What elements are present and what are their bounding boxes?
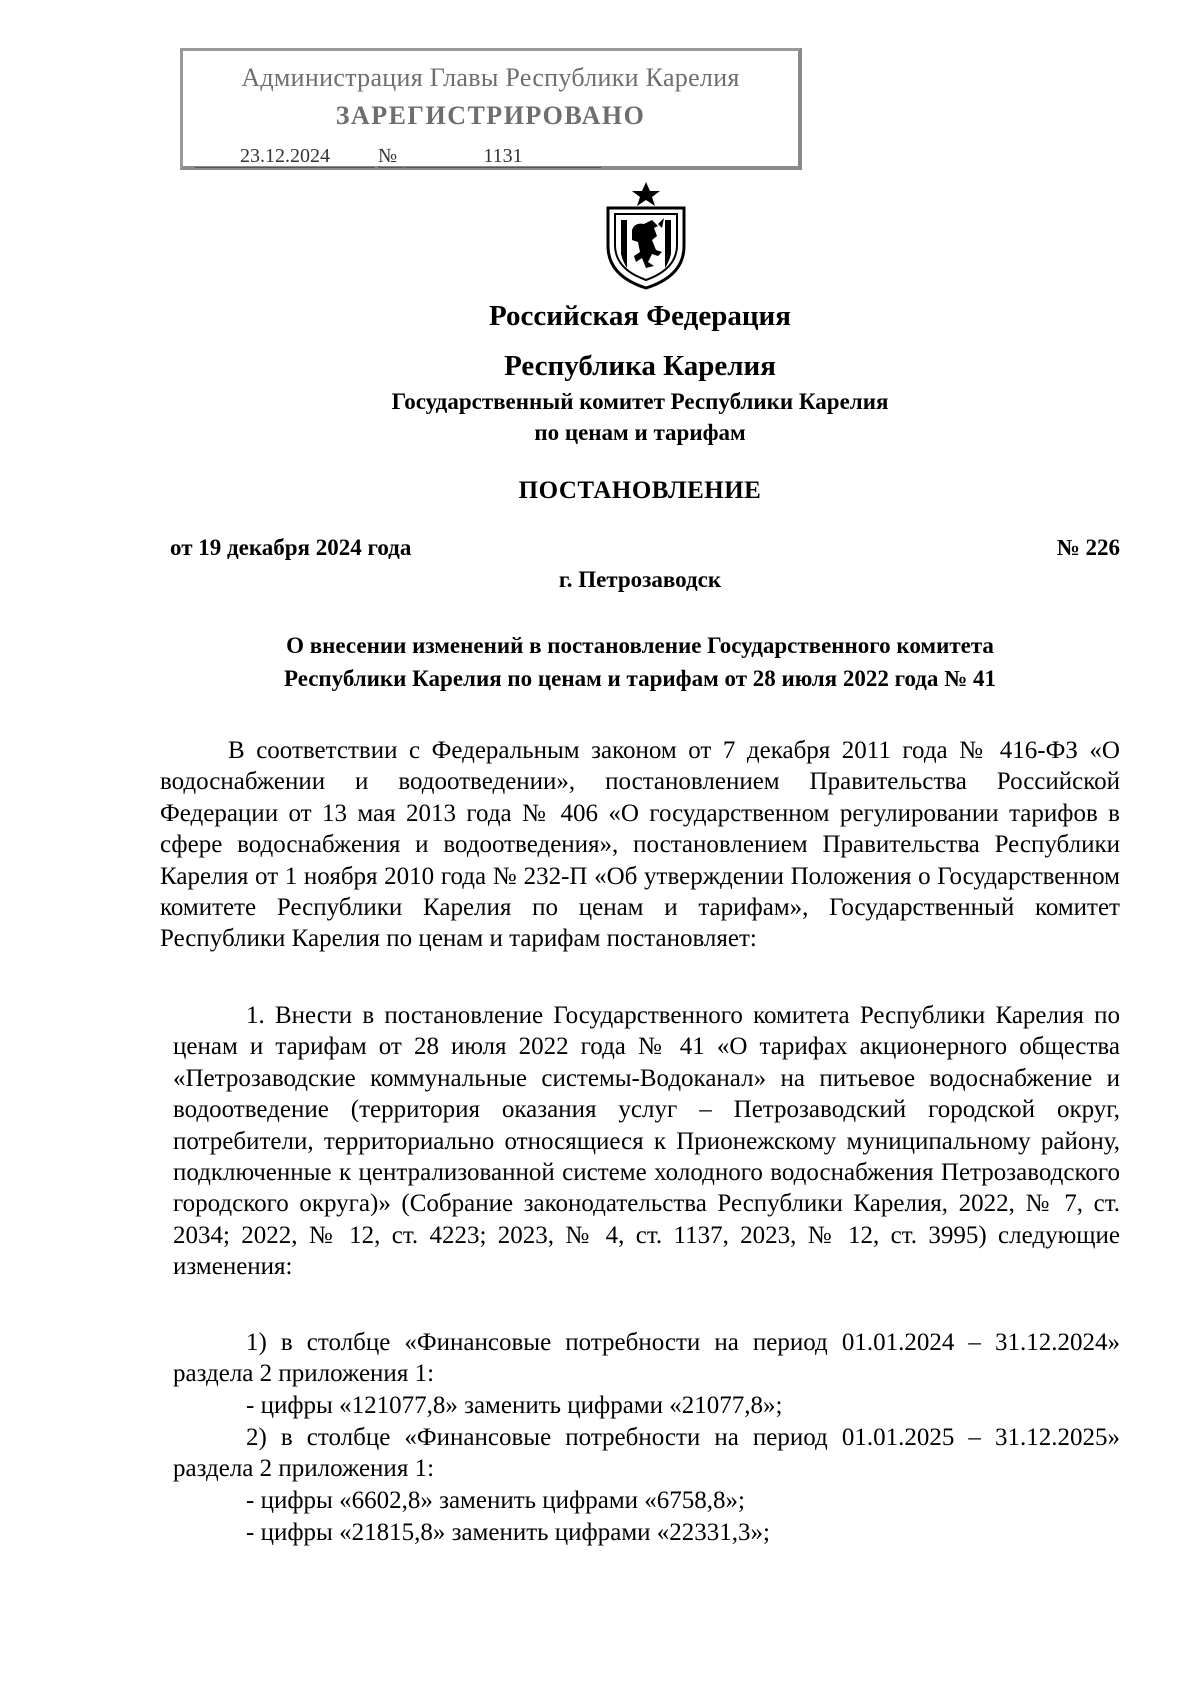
republic-title: Республика Карелия [504, 350, 776, 382]
subitem-1-paragraph: 1) в столбце «Финансовые потребности на период 01.01.2024 – 31.12.2024» раздела 2 приложения 1: [173, 1329, 1120, 1388]
committee-title-line1: Государственный комитет Республики Карелия [391, 389, 889, 414]
committee-title-line2: по ценам и тарифам [534, 420, 746, 445]
document-city: г. Петрозаводск [558, 567, 722, 592]
stamp-number-sign: № [378, 145, 404, 168]
subject-line1: О внесении изменений в постановление Государственного комитета [286, 633, 994, 658]
subject-line2: Республики Карелия по ценам и тарифам от 28 июля 2022 года № 41 [283, 666, 997, 691]
preamble-paragraph: В соответствии с Федеральным законом от 7 декабря 2011 года № 416-ФЗ «О водоснабжении и водоотведении», постановлением Правительства Российской Федерации от 13 мая 2013 года № 406 «О государственном регулировании тарифов в сфере водоснабжения и водоотведения», постановлением Правительства Республики Карелия от 1 ноября 2010 года № 232-П «Об утверждении Положения о Государственном комитете Республики Карелия по ценам и тарифам», Государственный комитет Республики Карелия по ценам и тарифам постановляет: [160, 737, 1120, 953]
karelia-coat-of-arms-icon [602, 180, 690, 290]
document-number: № 226 [1056, 535, 1120, 560]
document-date: от 19 декабря 2024 года [170, 535, 412, 560]
subitem-2-change-2: - цифры «21815,8» заменить цифрами «22331,3»; [246, 1519, 770, 1546]
item-1-paragraph: 1. Внести в постановление Государственного комитета Республики Карелия по ценам и тарифам от 28 июля 2022 года № 41 «О тарифах акционерного общества «Петрозаводские коммунальные системы-Водоканал» на питьевое водоснабжение и водоотведение (территория оказания услуг – Петрозаводский городской округ, потребители, территориально относящиеся к Прионежскому муниципальному району, подключенные к централизованной системе холодного водоснабжения Петрозаводского городского округа)» (Собрание законодательства Республики Карелия, 2022, № 7, ст. 2034; 2022, № 12, ст. 4223; 2023, № 4, ст. 1137, 2023, № 12, ст. 3995) следующие изменения: [173, 1002, 1120, 1281]
subitem-2-change-1: - цифры «6602,8» заменить цифрами «6758,8»; [246, 1487, 745, 1514]
registration-stamp [180, 48, 802, 170]
stamp-number: 1131 [405, 145, 601, 168]
subitem-2-paragraph: 2) в столбце «Финансовые потребности на период 01.01.2025 – 31.12.2025» раздела 2 приложения 1: [173, 1424, 1120, 1483]
stamp-organization: Администрация Главы Республики Карелия [241, 63, 740, 92]
stamp-status: ЗАРЕГИСТРИРОВАНО [335, 101, 646, 130]
subitem-1-change-1: - цифры «121077,8» заменить цифрами «21077,8»; [246, 1392, 783, 1419]
document-type: ПОСТАНОВЛЕНИЕ [518, 477, 762, 504]
stamp-date: 23.12.2024 [195, 145, 375, 168]
country-title: Российская Федерация [489, 300, 791, 332]
